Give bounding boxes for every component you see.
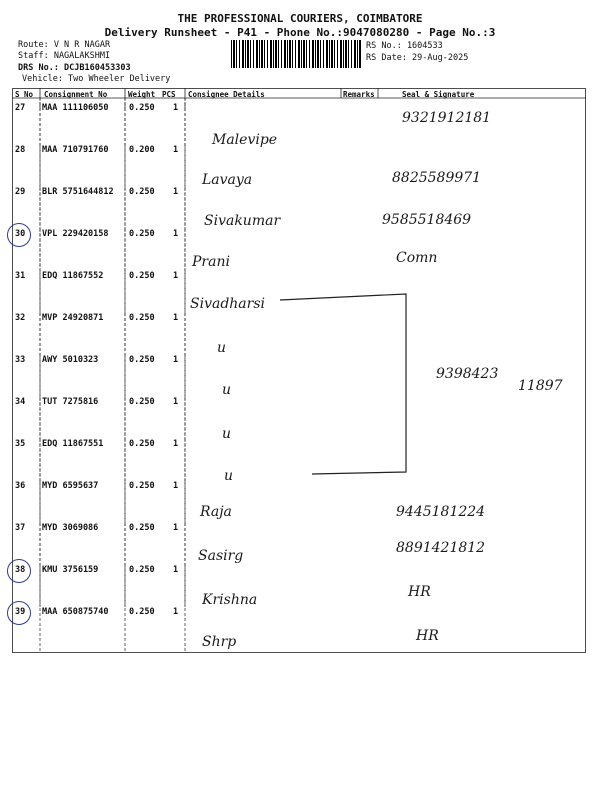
row-pcs: 1	[173, 397, 179, 407]
row-sno: 29	[15, 187, 26, 197]
row-weight: 0.250	[129, 481, 155, 491]
row-pcs: 1	[173, 565, 179, 575]
row-pcs: 1	[173, 271, 179, 281]
company-title: THE PROFESSIONAL COURIERS, COIMBATORE	[177, 12, 423, 25]
seal-signature-handwriting: 9398423	[436, 366, 499, 382]
row-sno: 39	[15, 607, 26, 617]
row-weight: 0.250	[129, 187, 155, 197]
route-label: Route: V N R NAGAR	[18, 40, 111, 50]
seal-signature-handwriting: HR	[408, 584, 431, 600]
row-weight: 0.250	[129, 523, 155, 533]
col-pcs: PCS	[162, 90, 176, 99]
row-sno: 34	[15, 397, 26, 407]
consignee-handwriting: Sivadharsi	[190, 296, 266, 312]
col-remarks: Remarks	[343, 90, 375, 99]
row-pcs: 1	[173, 481, 179, 491]
row-circle-mark	[7, 223, 31, 247]
consignee-handwriting: Sasirg	[198, 548, 244, 564]
col-seal: Seal & Signature	[402, 90, 475, 99]
row-weight: 0.250	[129, 271, 155, 281]
row-cno: MYD 6595637	[42, 481, 99, 491]
row-weight: 0.250	[129, 103, 155, 113]
row-weight: 0.250	[129, 565, 155, 575]
row-sno: 36	[15, 481, 26, 491]
row-weight: 0.250	[129, 355, 155, 365]
rs-number: RS No.: 1604533	[366, 41, 443, 51]
col-weight: Weight	[128, 90, 156, 99]
row-weight: 0.250	[129, 607, 155, 617]
consignee-handwriting: u	[224, 468, 234, 484]
row-circle-mark	[7, 559, 31, 583]
consignee-handwriting: Sivakumar	[204, 213, 281, 229]
row-cno: MAA 111106050	[42, 103, 109, 113]
row-cno: BLR 5751644812	[42, 187, 114, 197]
runsheet-subtitle: Delivery Runsheet - P41 - Phone No.:9047080280 - Page No.:3	[104, 26, 496, 39]
row-cno: EDQ 11867552	[42, 271, 104, 281]
vehicle-label: Vehicle: Two Wheeler Delivery	[22, 74, 171, 84]
row-pcs: 1	[173, 439, 179, 449]
row-sno: 27	[15, 103, 26, 113]
rs-date: RS Date: 29-Aug-2025	[366, 53, 469, 63]
seal-signature-handwriting: HR	[416, 628, 439, 644]
row-pcs: 1	[173, 103, 179, 113]
col-sno: S No	[15, 90, 34, 99]
seal-signature-handwriting: 9585518469	[382, 212, 472, 228]
row-cno: MAA 710791760	[42, 145, 109, 155]
row-cno: AWY 5010323	[42, 355, 99, 365]
row-sno: 37	[15, 523, 26, 533]
row-weight: 0.200	[129, 145, 155, 155]
row-pcs: 1	[173, 313, 179, 323]
row-cno: KMU 3756159	[42, 565, 99, 575]
consignee-handwriting: u	[222, 382, 232, 398]
row-cno: MYD 3069086	[42, 523, 99, 533]
seal-signature-handwriting: 9445181224	[396, 504, 486, 520]
seal-signature-handwriting: 11897	[518, 378, 563, 394]
row-sno: 32	[15, 313, 26, 323]
row-pcs: 1	[173, 229, 179, 239]
seal-signature-handwriting: 8891421812	[396, 540, 486, 556]
row-sno: 31	[15, 271, 26, 281]
row-weight: 0.250	[129, 397, 155, 407]
ditto-bracket	[280, 294, 406, 474]
barcode	[231, 40, 361, 68]
row-cno: EDQ 11867551	[42, 439, 104, 449]
seal-signature-handwriting: 9321912181	[402, 110, 492, 126]
drs-number: DRS No.: DCJB160453303	[18, 63, 131, 73]
row-sno: 38	[15, 565, 26, 575]
row-cno: MAA 650875740	[42, 607, 109, 617]
row-pcs: 1	[173, 187, 179, 197]
row-sno: 35	[15, 439, 26, 449]
seal-signature-handwriting: 8825589971	[392, 170, 482, 186]
row-pcs: 1	[173, 523, 179, 533]
row-cno: VPL 229420158	[42, 229, 109, 239]
consignee-handwriting: Prani	[192, 254, 230, 270]
consignee-handwriting: u	[217, 340, 227, 356]
consignee-handwriting: Shrp	[202, 634, 237, 650]
row-weight: 0.250	[129, 229, 155, 239]
row-cno: MVP 24920871	[42, 313, 104, 323]
row-weight: 0.250	[129, 313, 155, 323]
row-pcs: 1	[173, 355, 179, 365]
consignee-handwriting: Krishna	[202, 592, 258, 608]
consignee-handwriting: Malevipe	[212, 132, 278, 148]
staff-label: Staff: NAGALAKSHMI	[18, 51, 111, 61]
consignee-handwriting: u	[222, 426, 232, 442]
row-pcs: 1	[173, 607, 179, 617]
consignee-handwriting: Raja	[200, 504, 232, 520]
row-cno: TUT 7275816	[42, 397, 99, 407]
row-sno: 30	[15, 229, 26, 239]
row-pcs: 1	[173, 145, 179, 155]
row-weight: 0.250	[129, 439, 155, 449]
consignee-handwriting: Lavaya	[202, 172, 253, 188]
row-sno: 28	[15, 145, 26, 155]
row-circle-mark	[7, 601, 31, 625]
row-sno: 33	[15, 355, 26, 365]
col-consignment: Consignment No	[44, 90, 108, 99]
seal-signature-handwriting: Comn	[396, 250, 438, 266]
col-consignee: Consignee Details	[188, 90, 265, 99]
runsheet-table	[12, 88, 586, 653]
